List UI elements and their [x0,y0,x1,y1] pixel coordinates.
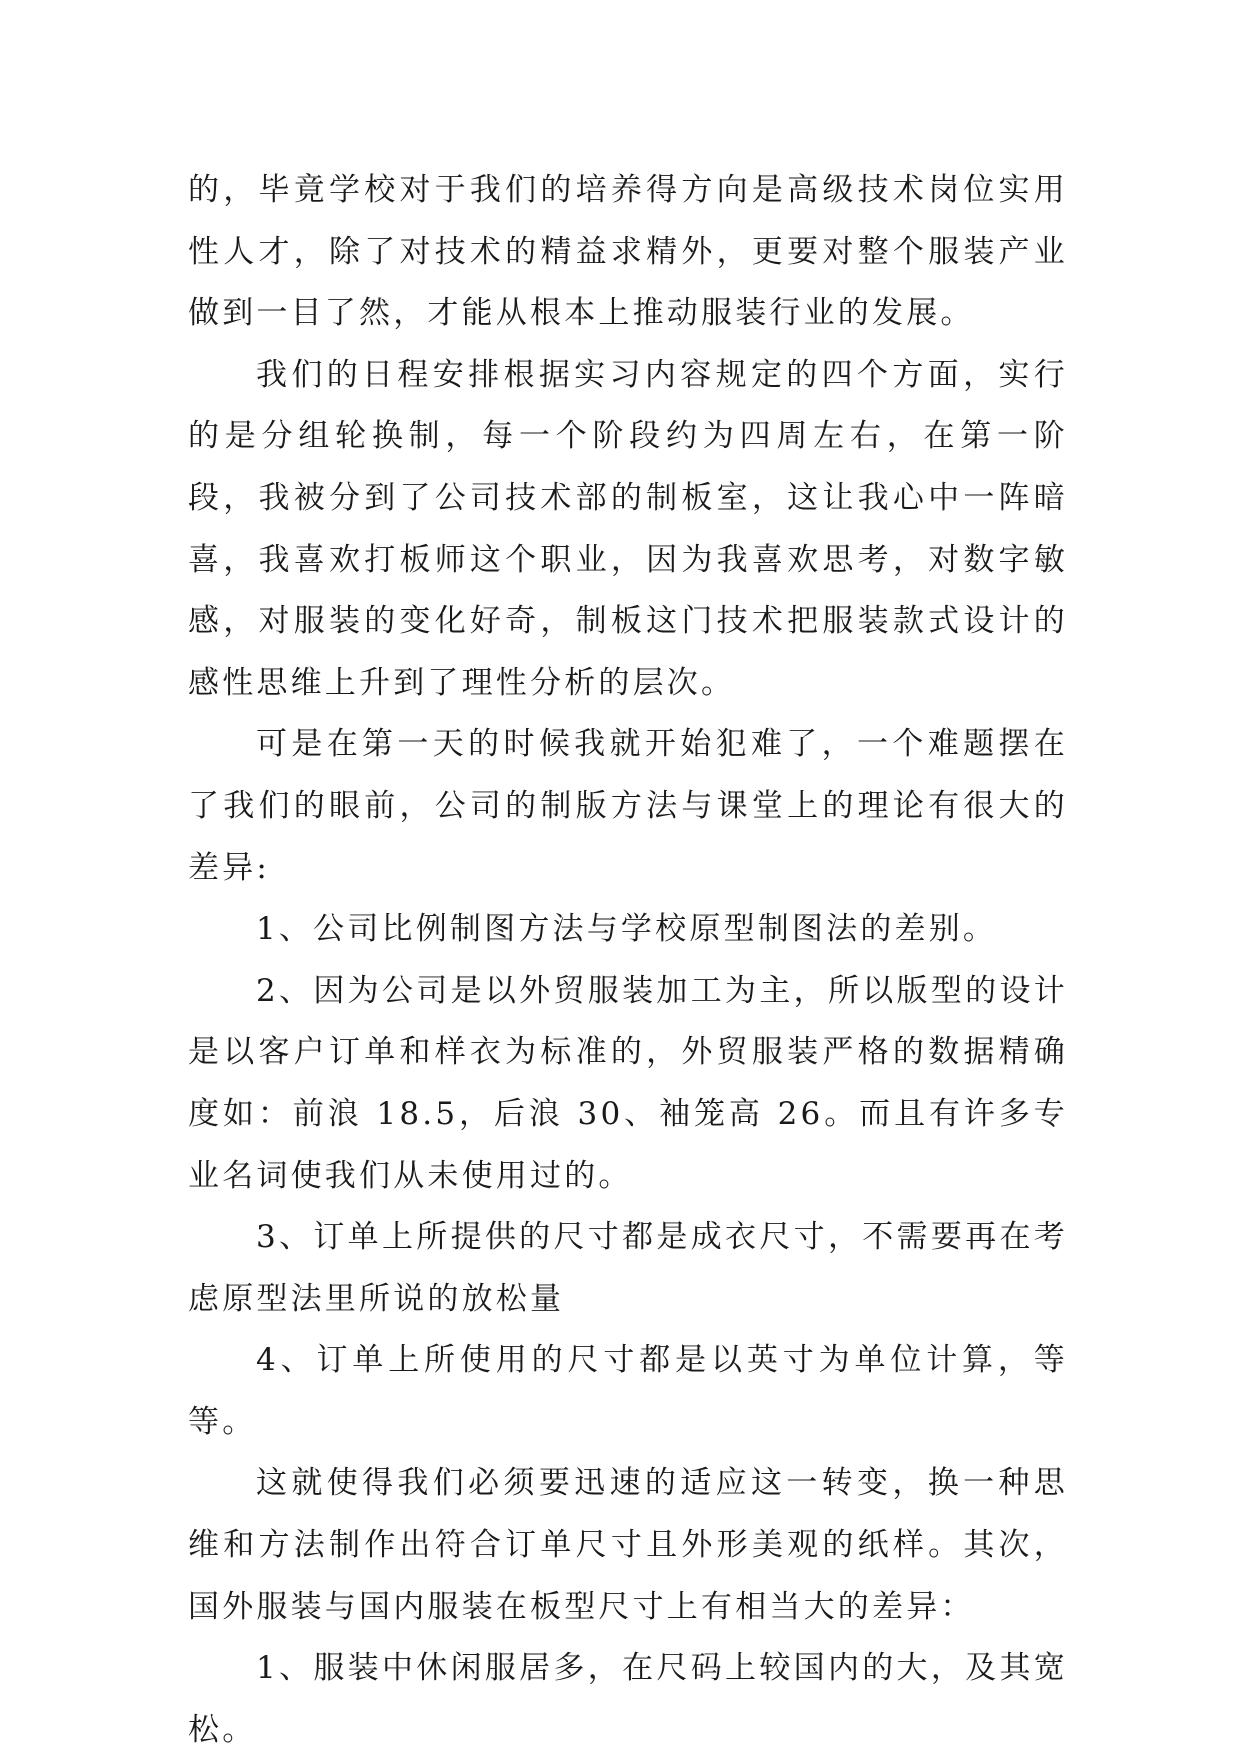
paragraph-1: 的，毕竟学校对于我们的培养得方向是高级技术岗位实用性人才，除了对技术的精益求精外，更要对整个服装产业做到一目了然，才能从根本上推动服装行业的发展。 [188,172,1068,332]
paragraph-2: 我们的日程安排根据实习内容规定的四个方面，实行的是分组轮换制，每一个阶段约为四周左右，在第一阶段，我被分到了公司技术部的制板室，这让我心中一阵暗喜，我喜欢打板师这个职业，因为我喜欢思考，对数字敏感，对服装的变化好奇，制板这门技术把服装款式设计的感性思维上升到了理性分析的层次。 [188,356,1068,701]
list-item-5: 1、服装中休闲服居多，在尺码上较国内的大，及其宽松。 [188,1650,1068,1748]
paragraph-4: 这就使得我们必须要迅速的适应这一转变，换一种思维和方法制作出符合订单尺寸且外形美观的纸样。其次，国外服装与国内服装在板型尺寸上有相当大的差异： [188,1465,1068,1625]
list-item-2: 2、因为公司是以外贸服装加工为主，所以版型的设计是以客户订单和样衣为标准的，外贸服装严格的数据精确度如：前浪 18.5，后浪 30、袖笼高 26。而且有许多专业名词使我们从未使用过的。 [188,972,1068,1194]
list-item-4: 4、订单上所使用的尺寸都是以英寸为单位计算，等等。 [188,1342,1068,1440]
paragraph-3: 可是在第一天的时候我就开始犯难了，一个难题摆在了我们的眼前，公司的制版方法与课堂上的理论有很大的差异: [188,726,1068,886]
list-item-1: 1、公司比例制图方法与学校原型制图法的差别。 [256,911,998,948]
body-text [188,160,1068,1761]
list-item-3: 3、订单上所提供的尺寸都是成衣尺寸，不需要再在考虑原型法里所说的放松量 [188,1219,1068,1317]
